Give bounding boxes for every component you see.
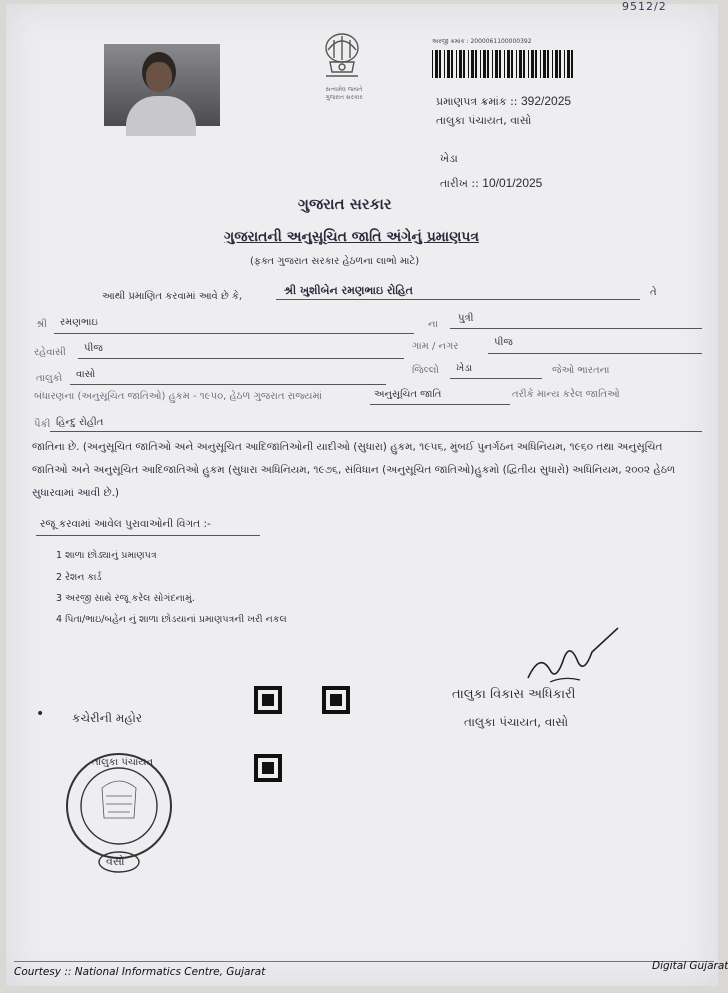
document-item: 2 રેશન કાર્ડ <box>56 572 102 583</box>
intro-text: આથી પ્રમાણિત કરવામાં આવે છે કે, <box>102 291 243 302</box>
application-number: અરજી ક્રમાંક : 2000061100000392 <box>432 38 532 45</box>
district: ખેડા <box>456 363 473 374</box>
bharat-label: જેઓ ભારતના <box>552 365 610 376</box>
taluka-label: તાલુકો <box>36 373 63 384</box>
father-underline <box>54 333 414 334</box>
na-label: ના <box>428 319 438 330</box>
village: પીજ <box>494 337 513 348</box>
seal-text: તાલુકા પંચાયત <box>92 757 154 768</box>
legal-paragraph: જાતિના છે. (અનુસૂચિત જાતિઓ અને અનુસૂચિત આદિજાતિઓની યાદીઓ (સુધારા) હુકમ, ૧૯૫૬, મુંબઈ પુનર્ગઠન અધિનિયમ, ૧૯૬૦ તથા અનુસૂચિત જાતિઓ અને અનુસૂચિત આદિજાતિઓ હુકમ (સુધારા અધિનિયમ, ૧૯૭૬, સંવિધાન (અનુસૂચિત જાતિઓ)હુકમો (દ્વિતીય સુધારો) અધિનિયમ, ૨૦૦૨ હેઠળ સુધારવામાં આવી છે.) <box>32 441 676 499</box>
certificate-number-row: પ્રમાણપત્ર ક્રમાંક :: 392/2025 <box>436 94 572 108</box>
te-text: તે <box>650 287 657 298</box>
village-underline <box>488 353 702 354</box>
residence-underline <box>78 358 404 359</box>
seal-bullet: • <box>36 706 45 722</box>
document-item: 4 પિતા/ભાઇ/બહેન નું શાળા છોડયાનાં પ્રમાણપત્રની ખરી નકલ <box>56 614 287 625</box>
recognized-text: તરીકે માન્ય કરેલ જાતિઓ <box>512 389 620 400</box>
officer-signature-icon <box>520 622 630 692</box>
name-underline <box>276 299 640 300</box>
officer-office: તાલુકા પંચાયત, વાસો <box>464 715 569 729</box>
subcaste-underline <box>50 431 702 432</box>
taluka: વાસો <box>76 369 96 380</box>
barcode <box>432 50 576 78</box>
village-label: ગામ / નગર <box>412 341 459 352</box>
document-item: 3 અરજી સાથે રજૂ કરેલ સોગંદનામું. <box>56 593 195 604</box>
footer-digital-gujarat: Digital Gujarat <box>652 960 728 972</box>
officer-title: તાલુકા વિકાસ અધિકારી <box>452 687 576 702</box>
document-item: 1 શાળા છોડ્યાનું પ્રમાણપત્ર <box>56 550 157 561</box>
seal-place: વસો <box>106 855 125 868</box>
relation-underline <box>450 328 702 329</box>
applicant-name: શ્રી ખુશીબેન રમણભાઇ રોહિત <box>284 284 413 297</box>
residence: પીજ <box>84 343 103 354</box>
issue-date: 10/01/2025 <box>482 176 543 190</box>
government-title: ગુજરાત સરકાર <box>298 195 392 213</box>
district-label: જિલ્લો <box>412 365 439 376</box>
certificate-subtitle: (ફક્ત ગુજરાત સરકાર હેઠળના લાભો માટે) <box>250 256 420 267</box>
shri-label: શ્રી <box>36 319 48 330</box>
certificate-number: 392/2025 <box>521 94 572 108</box>
qr-code[interactable] <box>254 686 350 782</box>
order-text: બંધારણના (અનુસૂચિત જાતિઓ) હુકમ - ૧૯૫૦, હેઠળ ગુજરાત રાજ્યમાં <box>34 391 322 402</box>
relation: પુત્રી <box>458 313 474 324</box>
category-underline <box>370 404 510 405</box>
taluka-underline <box>70 384 386 385</box>
header-office: તાલુકા પંચાયત, વાસો <box>436 114 532 127</box>
documents-heading: રજૂ કરવામાં આવેલ પુરાવાઓની વિગત :- <box>40 518 211 530</box>
applicant-photo <box>104 44 220 126</box>
documents-heading-underline <box>36 535 260 536</box>
header-district: ખેડા <box>440 152 458 165</box>
certificate-title: ગુજરાતની અનુસૂચિત જાતિ અંગેનું પ્રમાણપત્ર <box>224 229 480 245</box>
caste-category: અનુસૂચિત જાતિ <box>374 389 442 400</box>
subcaste-label: પૈકી <box>34 419 51 430</box>
emblem-caption: સત્યમેવ જયતે ગુજરાત સરકાર <box>325 86 363 101</box>
footer-divider <box>14 961 714 962</box>
subcaste: હિન્દુ રોહીત <box>56 417 104 428</box>
father-name: રમણભાઇ <box>60 317 98 328</box>
issue-date-row: તારીખ :: 10/01/2025 <box>440 176 543 190</box>
office-seal-label: કચેરીની મહોર <box>72 711 143 725</box>
residence-label: રહેવાસી <box>34 347 66 358</box>
corner-handwritten-number: 9512/2 <box>622 0 667 13</box>
footer-courtesy: Courtesy :: National Informatics Centre, Gujarat <box>14 966 266 978</box>
district-underline <box>450 378 542 379</box>
